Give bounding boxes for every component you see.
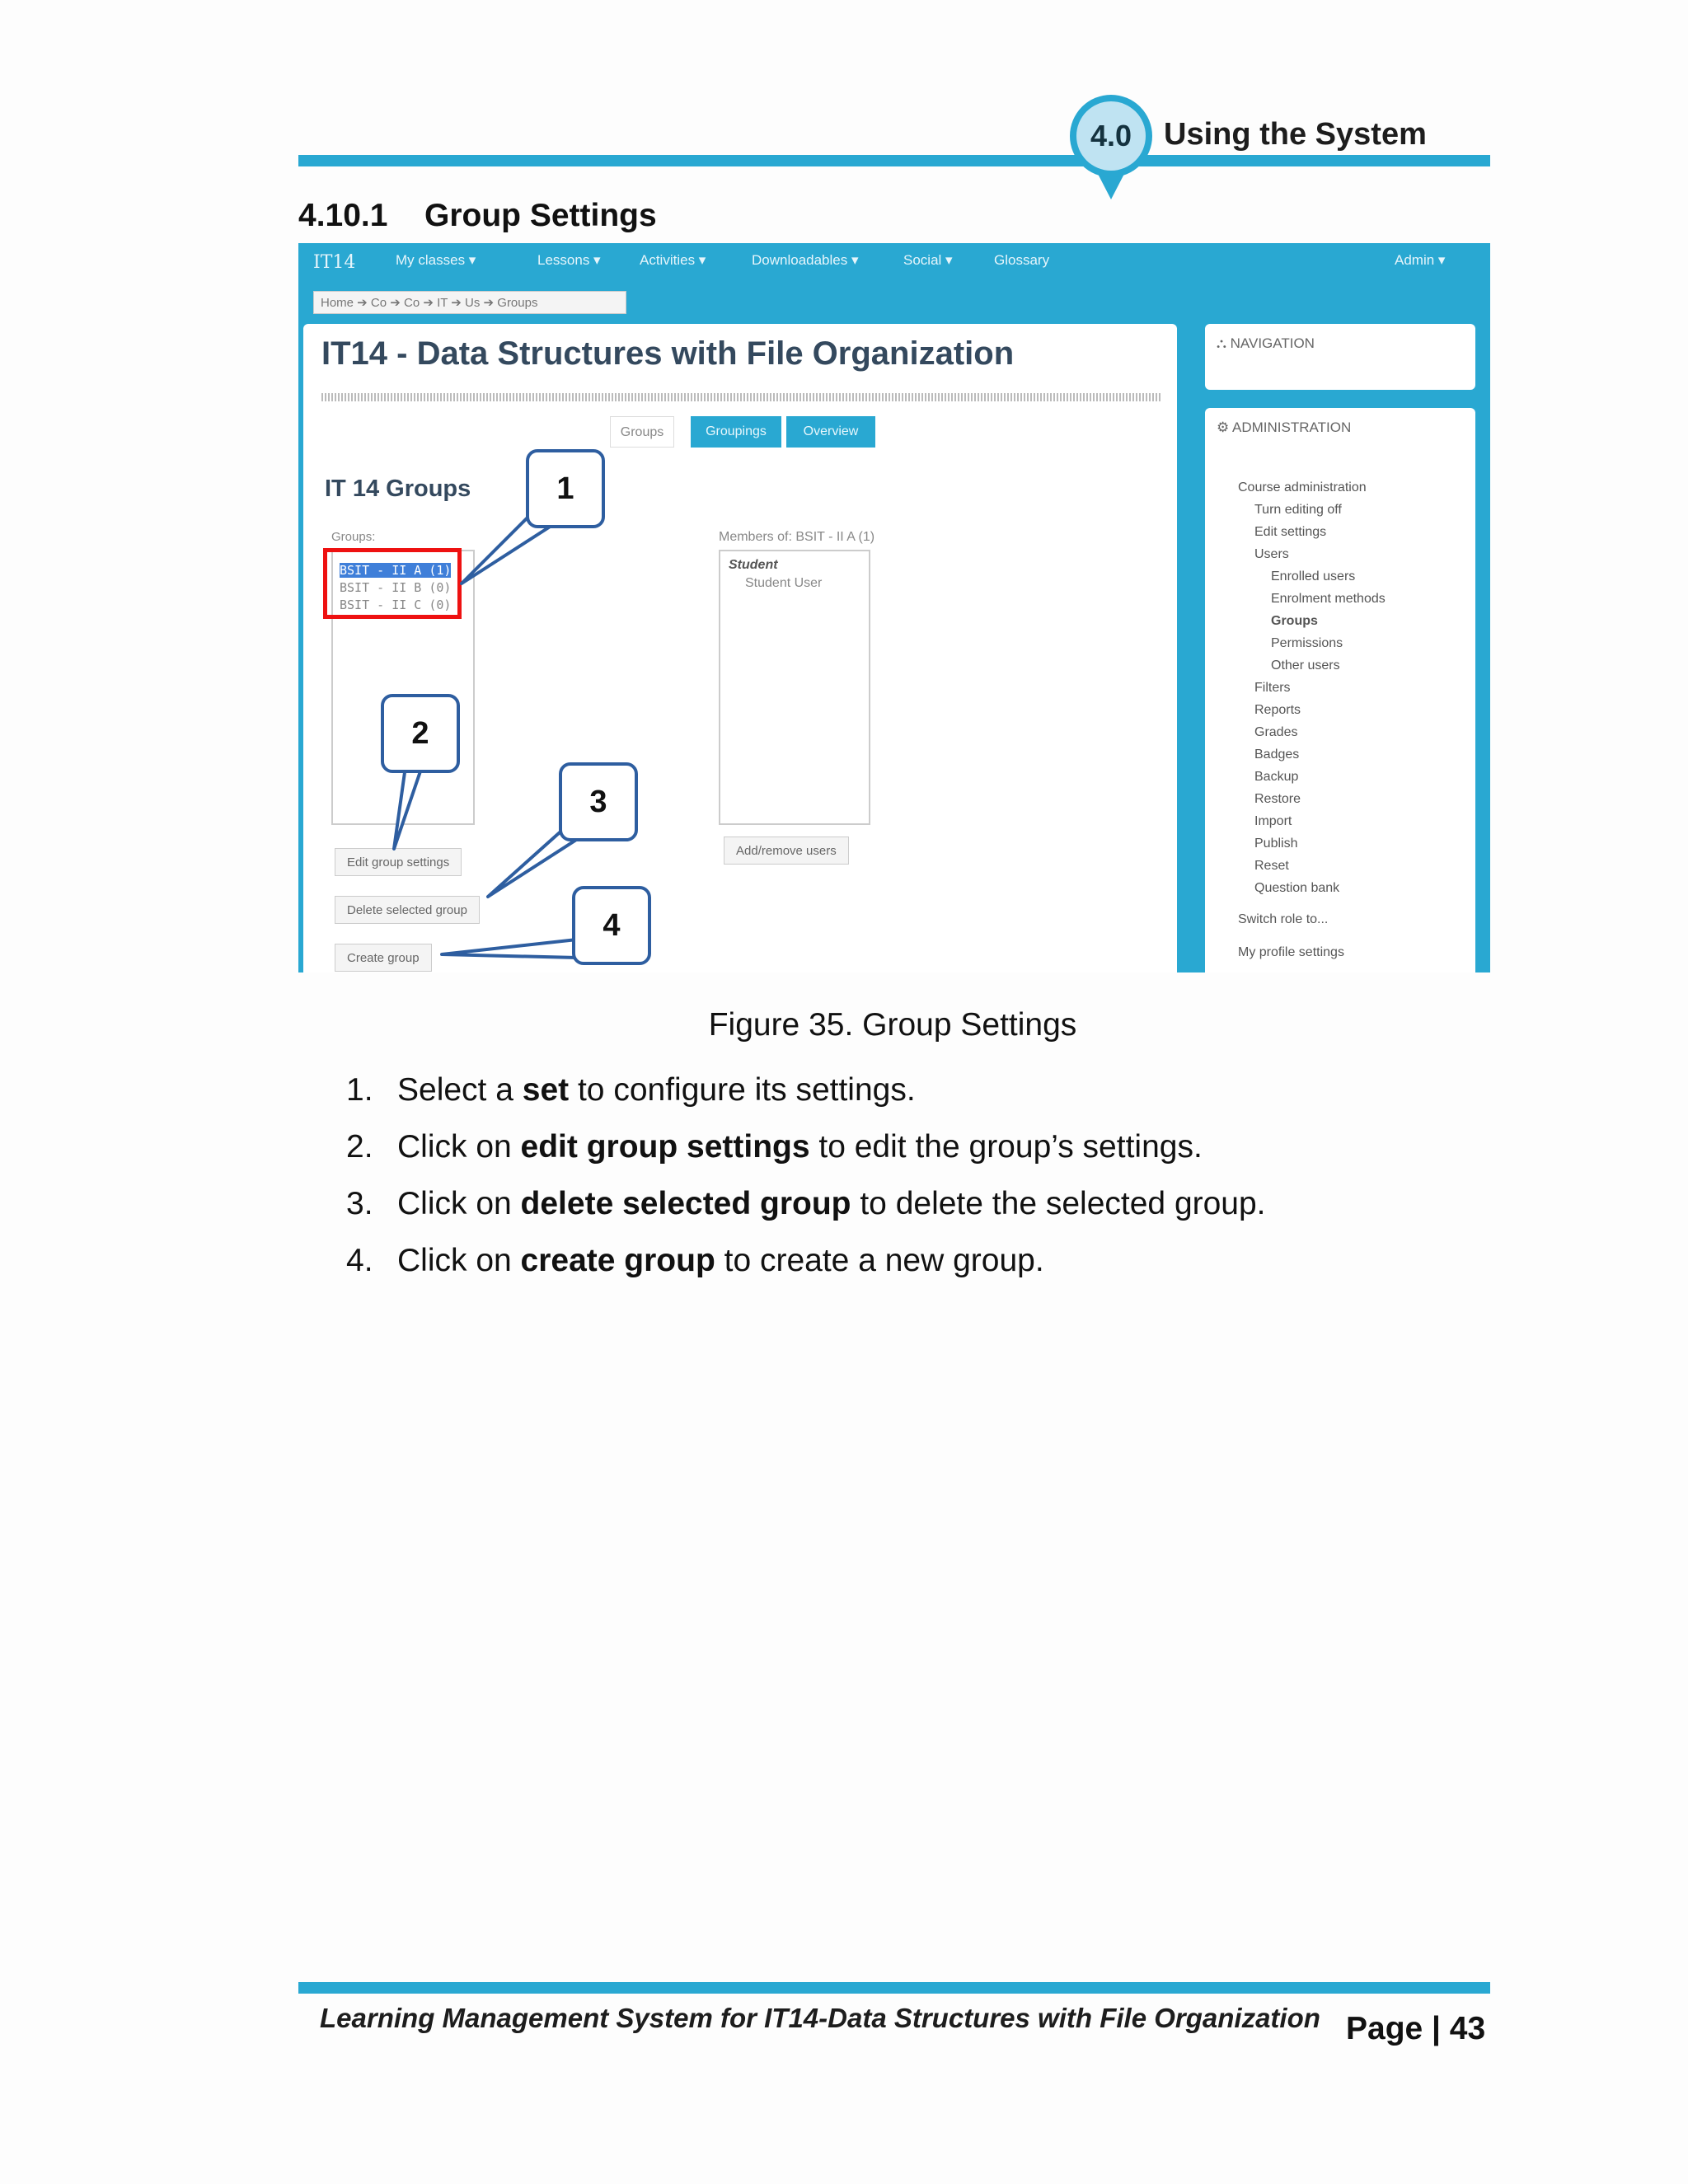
admin-item[interactable]: Groups xyxy=(1271,614,1318,628)
nav-social[interactable]: Social ▾ xyxy=(903,252,953,268)
page-number: Page | 43 xyxy=(1346,2011,1486,2046)
footer-title: Learning Management System for IT14-Data Structures with File Organization xyxy=(320,2003,1320,2033)
tab-groupings[interactable]: Groupings xyxy=(691,416,781,448)
admin-item[interactable]: Switch role to... xyxy=(1238,912,1329,926)
nav-downloadables[interactable]: Downloadables ▾ xyxy=(752,252,859,268)
group-option[interactable]: BSIT - II A (1) xyxy=(340,563,452,578)
member-name[interactable]: Student User xyxy=(745,576,823,590)
nav-admin[interactable]: Admin ▾ xyxy=(1395,252,1446,268)
sitemap-icon: ⛬ xyxy=(1217,335,1231,351)
header-badge: 4.0 xyxy=(1076,101,1146,171)
callout-pointer-4 xyxy=(442,940,577,958)
groups-heading: IT 14 Groups xyxy=(325,476,471,502)
header-title: Using the System xyxy=(1164,117,1427,152)
nav-activities[interactable]: Activities ▾ xyxy=(640,252,706,268)
create-group-button[interactable]: Create group xyxy=(335,944,432,972)
admin-item[interactable]: Turn editing off xyxy=(1254,503,1342,517)
administration-heading[interactable]: ⚙ ADMINISTRATION xyxy=(1217,419,1352,435)
members-label: Members of: BSIT - II A (1) xyxy=(719,530,875,544)
step-item: 4. Click on create group to create a new group. xyxy=(346,1243,1044,1278)
nav-my-classes[interactable]: My classes ▾ xyxy=(396,252,476,268)
callout-4: 4 xyxy=(572,886,651,965)
admin-item[interactable]: Reports xyxy=(1254,703,1301,717)
callout-1: 1 xyxy=(526,449,605,528)
admin-item[interactable]: Badges xyxy=(1254,748,1300,762)
course-title: IT14 - Data Structures with File Organization xyxy=(321,335,1015,372)
admin-item[interactable]: Course administration xyxy=(1238,480,1367,494)
callout-pointer-2 xyxy=(394,766,422,849)
add-remove-users-button[interactable]: Add/remove users xyxy=(724,837,849,865)
tab-overview[interactable]: Overview xyxy=(786,416,875,448)
edit-group-settings-button[interactable]: Edit group settings xyxy=(335,848,462,876)
admin-item[interactable]: Users xyxy=(1254,547,1289,561)
footer-rule xyxy=(298,1982,1490,1994)
admin-item[interactable]: Reset xyxy=(1254,859,1289,873)
brand-link[interactable]: IT14 xyxy=(313,252,356,273)
admin-item[interactable]: Filters xyxy=(1254,681,1291,695)
admin-item[interactable]: Restore xyxy=(1254,792,1301,806)
callout-3: 3 xyxy=(559,762,638,841)
admin-item[interactable]: Backup xyxy=(1254,770,1299,784)
step-item: 3. Click on delete selected group to delete the selected group. xyxy=(346,1186,1266,1221)
figure-caption: Figure 35. Group Settings xyxy=(708,1007,1077,1043)
steps-list xyxy=(346,1062,1266,1289)
admin-item[interactable]: Import xyxy=(1254,814,1292,828)
tab-groups[interactable]: Groups xyxy=(610,416,674,448)
group-option[interactable]: BSIT - II C (0) xyxy=(340,598,452,612)
admin-item[interactable]: Permissions xyxy=(1271,636,1343,650)
group-option[interactable]: BSIT - II B (0) xyxy=(340,580,452,595)
section-number: 4.10.1 xyxy=(298,198,388,233)
admin-item[interactable]: Question bank xyxy=(1254,881,1340,895)
gears-icon: ⚙ xyxy=(1217,419,1233,435)
delete-selected-group-button[interactable]: Delete selected group xyxy=(335,896,480,924)
section-title: Group Settings xyxy=(424,198,657,233)
admin-item[interactable]: Enrolment methods xyxy=(1271,592,1386,606)
nav-glossary[interactable]: Glossary xyxy=(994,252,1050,268)
nav-lessons[interactable]: Lessons ▾ xyxy=(537,252,601,268)
admin-item[interactable]: Grades xyxy=(1254,725,1298,739)
admin-item[interactable]: Publish xyxy=(1254,837,1298,851)
admin-item[interactable]: My profile settings xyxy=(1238,945,1344,959)
member-role: Student xyxy=(729,558,778,572)
step-item: 2. Click on edit group settings to edit the group’s settings. xyxy=(346,1129,1203,1165)
admin-item[interactable]: Other users xyxy=(1271,658,1340,673)
admin-item[interactable]: Enrolled users xyxy=(1271,569,1356,583)
step-item: 1. Select a set to configure its settings. xyxy=(346,1072,916,1108)
breadcrumb: Home ➔ Co ➔ Co ➔ IT ➔ Us ➔ Groups xyxy=(313,291,626,314)
navigation-heading[interactable]: ⛬ NAVIGATION xyxy=(1217,335,1315,351)
groups-label: Groups: xyxy=(331,530,376,544)
admin-item[interactable]: Edit settings xyxy=(1254,525,1327,539)
callout-2: 2 xyxy=(381,694,460,773)
